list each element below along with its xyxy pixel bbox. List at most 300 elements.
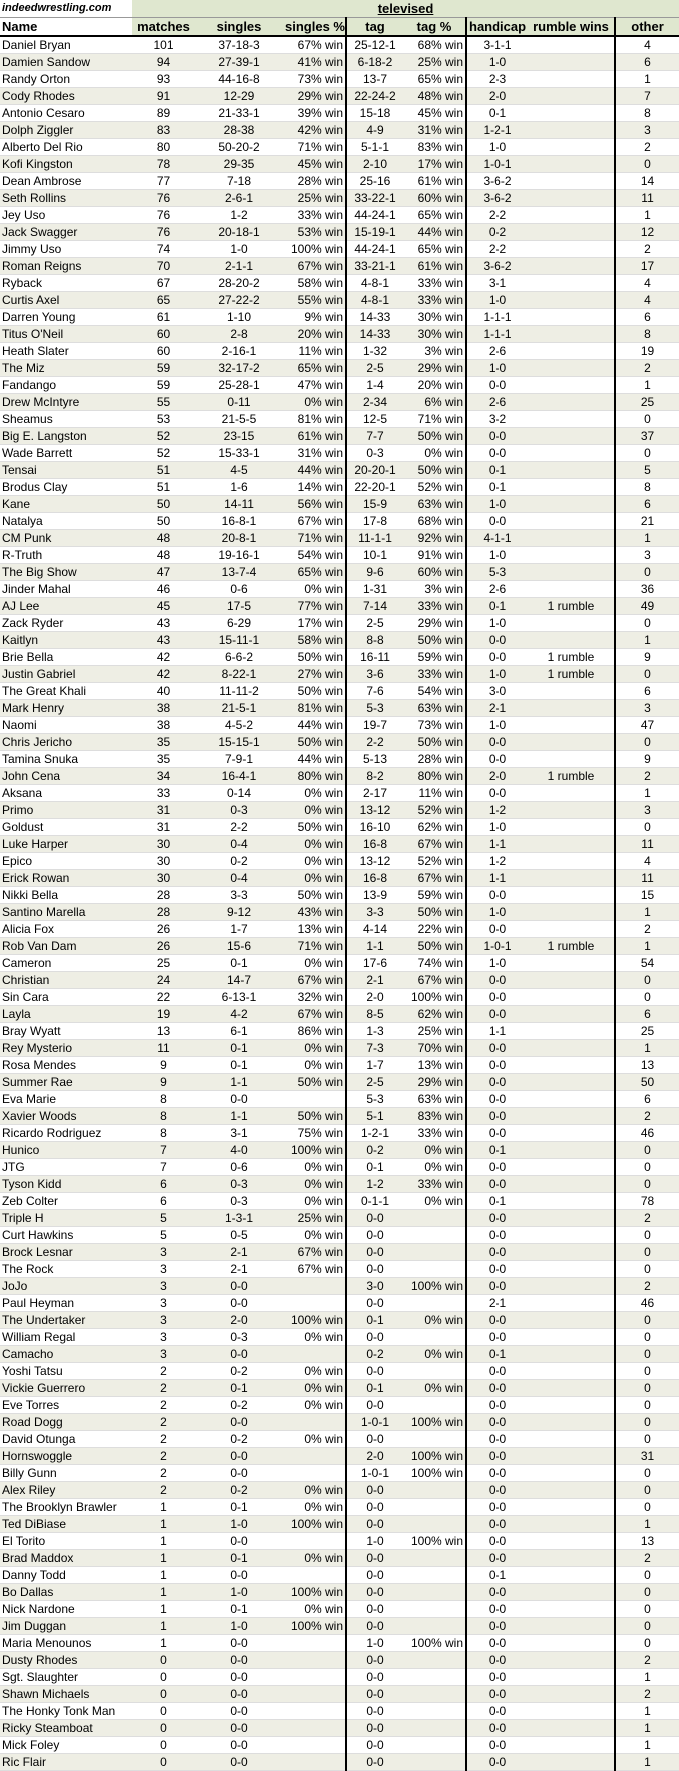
cell-tag: 0-0	[346, 1210, 403, 1227]
cell-singles-pct: 29% win	[283, 88, 346, 105]
cell-tag-pct: 17% win	[403, 156, 466, 173]
cell-tag: 25-16	[346, 173, 403, 190]
cell-singles-pct	[283, 1533, 346, 1550]
cell-matches: 7	[132, 1142, 195, 1159]
cell-name: Paul Heyman	[0, 1295, 132, 1312]
cell-handicap: 0-1	[466, 598, 528, 615]
cell-singles-pct: 9% win	[283, 309, 346, 326]
cell-tag: 1-2-1	[346, 1125, 403, 1142]
cell-matches: 70	[132, 258, 195, 275]
cell-tag-pct: 52% win	[403, 802, 466, 819]
cell-other: 0	[615, 972, 679, 989]
cell-singles-pct: 67% win	[283, 36, 346, 54]
header-other: other	[615, 18, 679, 37]
cell-tag-pct	[403, 1754, 466, 1771]
table-row	[0, 36, 679, 54]
cell-singles-pct: 0% win	[283, 1601, 346, 1618]
cell-handicap: 1-0	[466, 139, 528, 156]
cell-other: 1	[615, 530, 679, 547]
cell-tag: 8-8	[346, 632, 403, 649]
cell-other: 2	[615, 241, 679, 258]
cell-singles: 11-11-2	[195, 683, 283, 700]
cell-tag-pct: 100% win	[403, 1465, 466, 1482]
table-row	[0, 802, 679, 819]
cell-tag: 16-8	[346, 870, 403, 887]
table-row	[0, 1567, 679, 1584]
cell-singles-pct: 27% win	[283, 666, 346, 683]
cell-other: 1	[615, 1703, 679, 1720]
cell-handicap: 0-0	[466, 1618, 528, 1635]
cell-other: 21	[615, 513, 679, 530]
cell-rumble-wins	[528, 1431, 615, 1448]
cell-matches: 30	[132, 836, 195, 853]
cell-rumble-wins	[528, 955, 615, 972]
cell-rumble-wins	[528, 1533, 615, 1550]
cell-other: 6	[615, 1091, 679, 1108]
cell-other: 8	[615, 479, 679, 496]
cell-rumble-wins	[528, 1516, 615, 1533]
cell-other: 1	[615, 1720, 679, 1737]
cell-name: AJ Lee	[0, 598, 132, 615]
cell-tag-pct: 48% win	[403, 88, 466, 105]
table-row	[0, 411, 679, 428]
cell-tag-pct: 74% win	[403, 955, 466, 972]
cell-tag-pct: 59% win	[403, 887, 466, 904]
cell-other: 0	[615, 615, 679, 632]
cell-tag: 0-0	[346, 1550, 403, 1567]
cell-tag: 33-22-1	[346, 190, 403, 207]
cell-rumble-wins	[528, 1754, 615, 1771]
cell-singles-pct: 86% win	[283, 1023, 346, 1040]
cell-rumble-wins	[528, 615, 615, 632]
cell-matches: 60	[132, 343, 195, 360]
cell-tag: 7-7	[346, 428, 403, 445]
cell-handicap: 0-0	[466, 1397, 528, 1414]
table-row	[0, 1703, 679, 1720]
cell-handicap: 0-0	[466, 1312, 528, 1329]
table-row	[0, 530, 679, 547]
cell-singles-pct: 100% win	[283, 1312, 346, 1329]
cell-tag: 1-0-1	[346, 1414, 403, 1431]
cell-rumble-wins	[528, 1448, 615, 1465]
table-row	[0, 1295, 679, 1312]
cell-tag-pct: 68% win	[403, 36, 466, 54]
cell-tag-pct: 100% win	[403, 989, 466, 1006]
cell-tag-pct: 65% win	[403, 71, 466, 88]
cell-other: 11	[615, 870, 679, 887]
table-row	[0, 258, 679, 275]
cell-tag-pct: 30% win	[403, 309, 466, 326]
cell-tag-pct	[403, 1397, 466, 1414]
cell-other: 0	[615, 1397, 679, 1414]
cell-tag: 1-0	[346, 1635, 403, 1652]
cell-handicap: 1-0	[466, 496, 528, 513]
cell-other: 4	[615, 853, 679, 870]
cell-tag-pct: 44% win	[403, 224, 466, 241]
cell-singles-pct: 47% win	[283, 377, 346, 394]
table-row	[0, 394, 679, 411]
site-label: indeedwrestling.com	[0, 0, 132, 18]
cell-name: Kofi Kingston	[0, 156, 132, 173]
table-row	[0, 853, 679, 870]
cell-singles: 19-16-1	[195, 547, 283, 564]
cell-matches: 80	[132, 139, 195, 156]
cell-tag: 7-14	[346, 598, 403, 615]
cell-name: Layla	[0, 1006, 132, 1023]
table-row	[0, 122, 679, 139]
cell-singles: 2-1	[195, 1244, 283, 1261]
cell-rumble-wins	[528, 547, 615, 564]
cell-singles: 16-8-1	[195, 513, 283, 530]
cell-matches: 0	[132, 1686, 195, 1703]
table-row	[0, 513, 679, 530]
cell-matches: 0	[132, 1669, 195, 1686]
cell-rumble-wins	[528, 190, 615, 207]
cell-tag-pct: 61% win	[403, 258, 466, 275]
cell-other: 49	[615, 598, 679, 615]
cell-tag-pct: 29% win	[403, 615, 466, 632]
cell-tag: 11-1-1	[346, 530, 403, 547]
table-row	[0, 462, 679, 479]
cell-name: Road Dogg	[0, 1414, 132, 1431]
cell-name: JoJo	[0, 1278, 132, 1295]
table-row	[0, 479, 679, 496]
cell-singles-pct: 100% win	[283, 1584, 346, 1601]
table-row	[0, 1176, 679, 1193]
cell-tag: 1-31	[346, 581, 403, 598]
cell-tag-pct: 70% win	[403, 1040, 466, 1057]
cell-other: 6	[615, 54, 679, 71]
cell-handicap: 0-0	[466, 377, 528, 394]
cell-handicap: 0-0	[466, 445, 528, 462]
table-row	[0, 1635, 679, 1652]
cell-singles: 1-0	[195, 1584, 283, 1601]
table-row	[0, 887, 679, 904]
cell-name: The Honky Tonk Man	[0, 1703, 132, 1720]
cell-name: Erick Rowan	[0, 870, 132, 887]
table-row	[0, 1431, 679, 1448]
cell-singles-pct: 54% win	[283, 547, 346, 564]
cell-handicap: 0-0	[466, 1363, 528, 1380]
cell-name: Drew McIntyre	[0, 394, 132, 411]
cell-matches: 28	[132, 887, 195, 904]
table-row	[0, 343, 679, 360]
cell-tag-pct: 67% win	[403, 972, 466, 989]
cell-rumble-wins	[528, 445, 615, 462]
cell-singles: 21-5-5	[195, 411, 283, 428]
cell-rumble-wins	[528, 496, 615, 513]
cell-singles-pct: 50% win	[283, 649, 346, 666]
table-row	[0, 666, 679, 683]
cell-tag-pct	[403, 1601, 466, 1618]
cell-singles-pct: 42% win	[283, 122, 346, 139]
cell-other: 36	[615, 581, 679, 598]
cell-name: Justin Gabriel	[0, 666, 132, 683]
cell-tag-pct: 25% win	[403, 54, 466, 71]
cell-other: 15	[615, 887, 679, 904]
cell-tag: 14-33	[346, 326, 403, 343]
cell-matches: 26	[132, 921, 195, 938]
cell-matches: 76	[132, 190, 195, 207]
cell-rumble-wins	[528, 1363, 615, 1380]
table-row	[0, 921, 679, 938]
cell-rumble-wins	[528, 241, 615, 258]
cell-singles-pct	[283, 1465, 346, 1482]
cell-other: 0	[615, 1414, 679, 1431]
cell-tag-pct: 52% win	[403, 853, 466, 870]
cell-handicap: 0-0	[466, 1057, 528, 1074]
cell-name: Xavier Woods	[0, 1108, 132, 1125]
cell-singles: 0-0	[195, 1754, 283, 1771]
cell-rumble-wins	[528, 1482, 615, 1499]
cell-tag: 12-5	[346, 411, 403, 428]
cell-handicap: 1-0-1	[466, 156, 528, 173]
cell-matches: 61	[132, 309, 195, 326]
cell-name: Natalya	[0, 513, 132, 530]
cell-matches: 0	[132, 1737, 195, 1754]
cell-singles-pct: 67% win	[283, 972, 346, 989]
cell-matches: 25	[132, 955, 195, 972]
cell-rumble-wins	[528, 1346, 615, 1363]
cell-tag: 5-1	[346, 1108, 403, 1125]
cell-handicap: 0-0	[466, 734, 528, 751]
cell-other: 0	[615, 1346, 679, 1363]
cell-matches: 8	[132, 1108, 195, 1125]
cell-tag: 17-8	[346, 513, 403, 530]
cell-name: Titus O'Neil	[0, 326, 132, 343]
cell-rumble-wins	[528, 513, 615, 530]
cell-handicap: 3-1	[466, 275, 528, 292]
table-row	[0, 632, 679, 649]
cell-tag: 1-0-1	[346, 1465, 403, 1482]
cell-rumble-wins	[528, 1142, 615, 1159]
cell-matches: 7	[132, 1159, 195, 1176]
cell-other: 1	[615, 785, 679, 802]
cell-handicap: 2-6	[466, 343, 528, 360]
table-row	[0, 751, 679, 768]
table-row	[0, 207, 679, 224]
cell-singles-pct: 67% win	[283, 513, 346, 530]
cell-rumble-wins	[528, 1159, 615, 1176]
cell-rumble-wins	[528, 1193, 615, 1210]
cell-singles: 2-0	[195, 1312, 283, 1329]
cell-handicap: 1-0	[466, 717, 528, 734]
cell-singles: 17-5	[195, 598, 283, 615]
cell-tag-pct	[403, 1431, 466, 1448]
cell-handicap: 0-0	[466, 649, 528, 666]
cell-tag: 13-12	[346, 802, 403, 819]
cell-matches: 53	[132, 411, 195, 428]
cell-handicap: 0-0	[466, 1516, 528, 1533]
cell-tag-pct: 63% win	[403, 700, 466, 717]
cell-name: Brock Lesnar	[0, 1244, 132, 1261]
cell-tag: 2-0	[346, 989, 403, 1006]
cell-matches: 6	[132, 1193, 195, 1210]
cell-other: 0	[615, 1176, 679, 1193]
cell-tag: 0-0	[346, 1669, 403, 1686]
cell-name: Vickie Guerrero	[0, 1380, 132, 1397]
cell-other: 54	[615, 955, 679, 972]
cell-handicap: 1-0	[466, 666, 528, 683]
cell-name: Mark Henry	[0, 700, 132, 717]
cell-singles-pct: 100% win	[283, 1142, 346, 1159]
table-row	[0, 445, 679, 462]
cell-singles: 2-16-1	[195, 343, 283, 360]
cell-singles: 2-1-1	[195, 258, 283, 275]
cell-name: Aksana	[0, 785, 132, 802]
cell-handicap: 3-6-2	[466, 173, 528, 190]
cell-tag: 0-0	[346, 1499, 403, 1516]
header-tag: tag	[346, 18, 403, 37]
table-row	[0, 1482, 679, 1499]
cell-tag-pct: 83% win	[403, 1108, 466, 1125]
banner-row	[0, 0, 679, 18]
cell-handicap: 0-1	[466, 105, 528, 122]
cell-matches: 50	[132, 496, 195, 513]
cell-rumble-wins	[528, 1618, 615, 1635]
cell-singles-pct: 0% win	[283, 1363, 346, 1380]
cell-matches: 1	[132, 1550, 195, 1567]
cell-handicap: 1-0	[466, 955, 528, 972]
cell-handicap: 1-1	[466, 836, 528, 853]
cell-tag: 13-7	[346, 71, 403, 88]
cell-name: Rey Mysterio	[0, 1040, 132, 1057]
cell-tag: 1-1	[346, 938, 403, 955]
cell-name: Epico	[0, 853, 132, 870]
cell-matches: 8	[132, 1091, 195, 1108]
cell-name: Jey Uso	[0, 207, 132, 224]
table-row	[0, 1601, 679, 1618]
cell-handicap: 0-0	[466, 1040, 528, 1057]
cell-singles: 0-4	[195, 836, 283, 853]
cell-rumble-wins	[528, 1652, 615, 1669]
cell-matches: 48	[132, 547, 195, 564]
cell-matches: 55	[132, 394, 195, 411]
cell-tag: 6-18-2	[346, 54, 403, 71]
cell-other: 31	[615, 1448, 679, 1465]
cell-handicap: 0-0	[466, 1533, 528, 1550]
table-row	[0, 224, 679, 241]
cell-tag-pct: 0% win	[403, 1193, 466, 1210]
cell-rumble-wins	[528, 751, 615, 768]
cell-singles: 0-2	[195, 1431, 283, 1448]
cell-rumble-wins	[528, 1397, 615, 1414]
cell-tag: 3-6	[346, 666, 403, 683]
cell-tag: 0-2	[346, 1346, 403, 1363]
cell-rumble-wins	[528, 700, 615, 717]
cell-handicap: 1-2	[466, 853, 528, 870]
cell-singles: 6-6-2	[195, 649, 283, 666]
cell-matches: 101	[132, 36, 195, 54]
cell-matches: 42	[132, 666, 195, 683]
cell-name: Bray Wyatt	[0, 1023, 132, 1040]
cell-singles: 6-29	[195, 615, 283, 632]
cell-other: 13	[615, 1533, 679, 1550]
table-row	[0, 904, 679, 921]
cell-matches: 0	[132, 1720, 195, 1737]
table-row	[0, 71, 679, 88]
cell-tag: 16-10	[346, 819, 403, 836]
cell-matches: 11	[132, 1040, 195, 1057]
cell-rumble-wins	[528, 479, 615, 496]
table-row	[0, 1108, 679, 1125]
cell-singles-pct: 0% win	[283, 853, 346, 870]
cell-handicap: 0-0	[466, 972, 528, 989]
cell-matches: 2	[132, 1380, 195, 1397]
cell-singles: 2-6-1	[195, 190, 283, 207]
cell-rumble-wins	[528, 173, 615, 190]
cell-singles-pct: 41% win	[283, 54, 346, 71]
cell-tag: 15-19-1	[346, 224, 403, 241]
cell-tag-pct: 91% win	[403, 547, 466, 564]
cell-singles-pct: 50% win	[283, 734, 346, 751]
cell-singles: 0-2	[195, 1482, 283, 1499]
cell-rumble-wins	[528, 853, 615, 870]
cell-other: 1	[615, 1754, 679, 1771]
cell-handicap: 2-0	[466, 88, 528, 105]
cell-matches: 2	[132, 1482, 195, 1499]
cell-singles: 1-2	[195, 207, 283, 224]
cell-matches: 22	[132, 989, 195, 1006]
table-row	[0, 1754, 679, 1771]
cell-singles: 14-11	[195, 496, 283, 513]
table-row	[0, 428, 679, 445]
cell-name: Ricky Steamboat	[0, 1720, 132, 1737]
cell-matches: 2	[132, 1431, 195, 1448]
cell-other: 46	[615, 1295, 679, 1312]
cell-rumble-wins	[528, 156, 615, 173]
cell-other: 1	[615, 71, 679, 88]
cell-tag-pct: 33% win	[403, 275, 466, 292]
cell-singles: 25-28-1	[195, 377, 283, 394]
table-row	[0, 1363, 679, 1380]
cell-matches: 1	[132, 1635, 195, 1652]
table-row	[0, 1261, 679, 1278]
cell-tag: 2-34	[346, 394, 403, 411]
cell-tag-pct: 6% win	[403, 394, 466, 411]
cell-matches: 46	[132, 581, 195, 598]
cell-tag: 1-2	[346, 1176, 403, 1193]
cell-singles: 0-1	[195, 1380, 283, 1397]
cell-singles-pct: 67% win	[283, 1244, 346, 1261]
cell-name: Luke Harper	[0, 836, 132, 853]
cell-matches: 76	[132, 224, 195, 241]
table-row	[0, 564, 679, 581]
cell-singles-pct	[283, 1703, 346, 1720]
cell-singles: 20-8-1	[195, 530, 283, 547]
cell-singles: 0-1	[195, 1499, 283, 1516]
cell-tag-pct: 50% win	[403, 632, 466, 649]
cell-tag-pct	[403, 1584, 466, 1601]
cell-singles: 4-5-2	[195, 717, 283, 734]
cell-singles-pct	[283, 1278, 346, 1295]
cell-name: The Rock	[0, 1261, 132, 1278]
cell-rumble-wins	[528, 88, 615, 105]
cell-name: Antonio Cesaro	[0, 105, 132, 122]
cell-singles-pct: 33% win	[283, 207, 346, 224]
cell-singles: 3-3	[195, 887, 283, 904]
cell-matches: 2	[132, 1397, 195, 1414]
cell-other: 6	[615, 309, 679, 326]
cell-name: John Cena	[0, 768, 132, 785]
cell-rumble-wins	[528, 1040, 615, 1057]
cell-rumble-wins: 1 rumble	[528, 768, 615, 785]
cell-handicap: 0-0	[466, 1448, 528, 1465]
table-row	[0, 1397, 679, 1414]
table-row	[0, 1465, 679, 1482]
cell-name: Sin Cara	[0, 989, 132, 1006]
cell-tag: 5-3	[346, 1091, 403, 1108]
